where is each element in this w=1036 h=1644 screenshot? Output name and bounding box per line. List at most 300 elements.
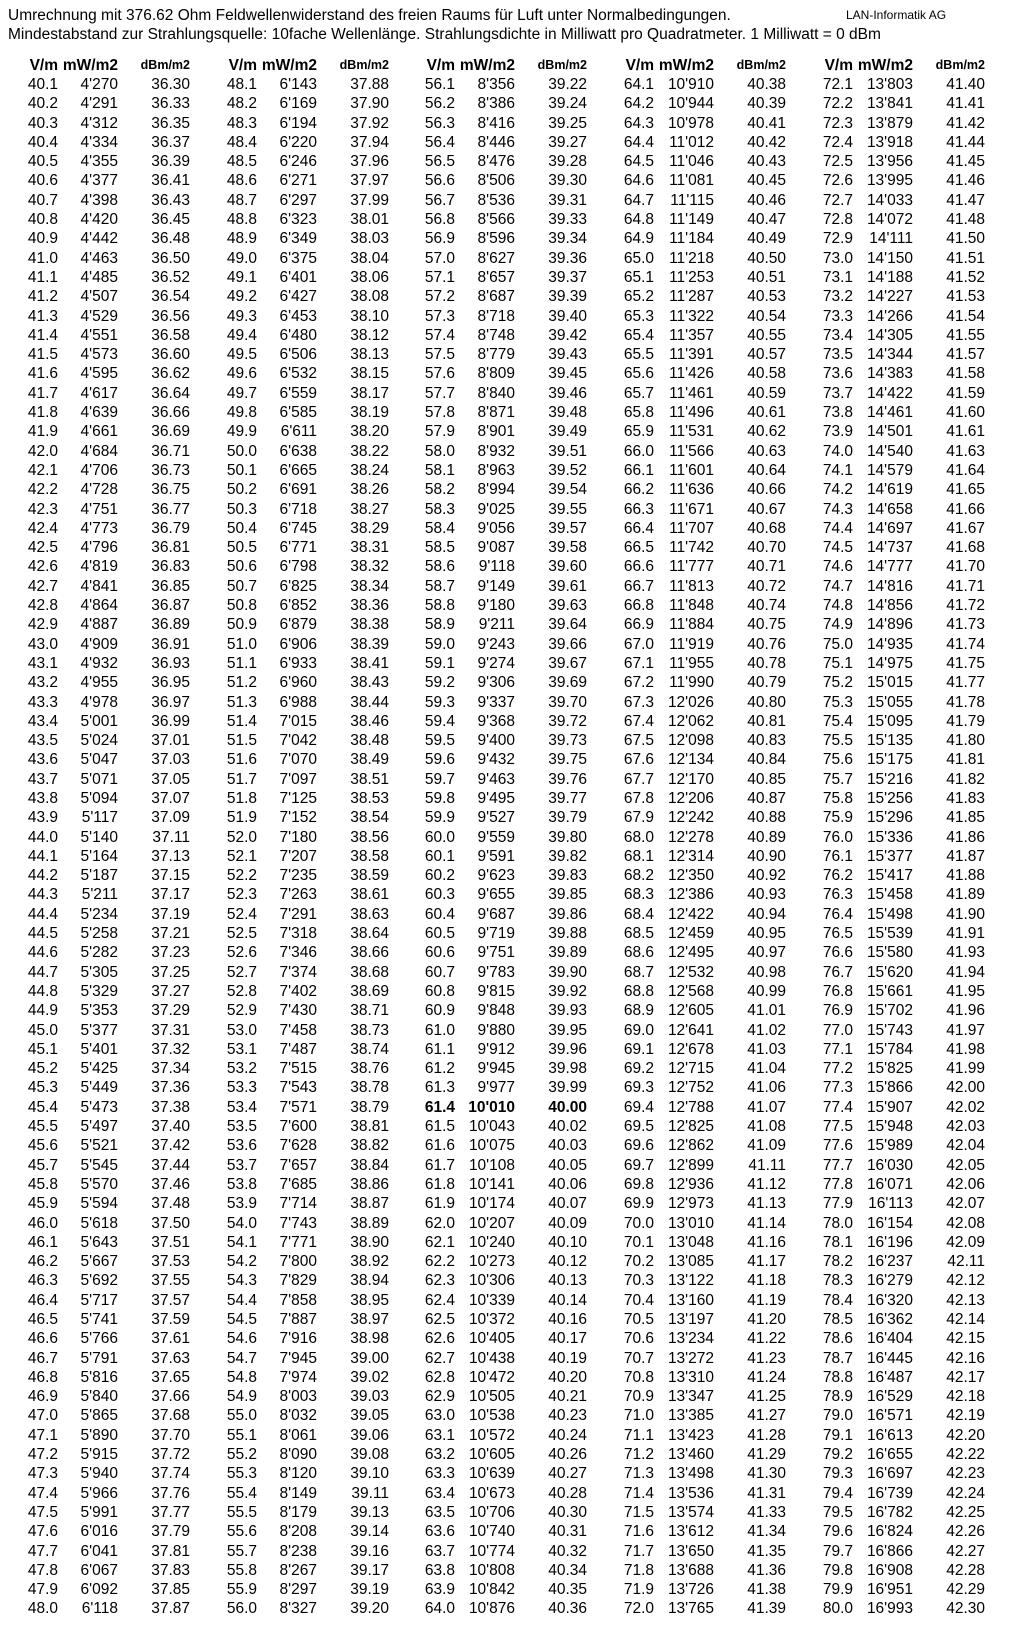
field-strength-cell: 57.3	[424, 307, 455, 325]
power-density-cell: 7'800	[279, 1253, 317, 1271]
power-density-cell: 8'840	[477, 384, 515, 402]
field-strength-cell: 45.5	[27, 1118, 58, 1136]
power-density-cell: 6'297	[279, 191, 317, 209]
power-density-cell: 16'362	[866, 1311, 913, 1328]
dbm-cell: 37.38	[151, 1098, 190, 1116]
dbm-cell: 37.76	[151, 1484, 190, 1502]
power-density-cell: 8'718	[477, 307, 515, 325]
table-row	[397, 885, 597, 904]
field-strength-cell: 43.1	[27, 654, 58, 672]
dbm-cell: 41.95	[946, 982, 985, 1000]
field-strength-cell: 66.8	[623, 597, 654, 615]
power-density-cell: 15'948	[866, 1118, 913, 1136]
dbm-cell: 40.90	[747, 847, 786, 865]
field-strength-cell: 58.6	[424, 558, 455, 576]
power-density-cell: 8'120	[279, 1465, 317, 1483]
field-strength-cell: 71.9	[623, 1581, 654, 1599]
field-strength-cell: 48.9	[226, 230, 257, 248]
power-density-cell: 15'661	[866, 982, 913, 1000]
dbm-cell: 41.72	[946, 597, 985, 615]
field-strength-cell: 59.6	[424, 751, 455, 769]
power-density-cell: 5'377	[80, 1021, 118, 1039]
power-density-cell: 10'842	[468, 1581, 515, 1599]
power-density-cell: 8'090	[279, 1446, 317, 1464]
power-density-cell: 5'094	[80, 789, 118, 807]
table-row	[199, 326, 399, 345]
table-row	[397, 422, 597, 441]
table-row	[596, 982, 796, 1001]
dbm-cell: 40.24	[548, 1426, 587, 1444]
table-row	[795, 905, 995, 924]
table-row	[0, 461, 200, 480]
field-strength-cell: 43.6	[27, 751, 58, 769]
dbm-cell: 39.61	[548, 577, 587, 595]
field-strength-cell: 41.0	[27, 249, 58, 267]
field-strength-cell: 60.0	[424, 828, 455, 846]
power-density-cell: 7'945	[279, 1349, 317, 1367]
field-strength-cell: 46.0	[27, 1214, 58, 1232]
dbm-cell: 40.47	[747, 211, 786, 229]
table-row	[0, 577, 200, 596]
power-density-cell: 7'657	[279, 1156, 317, 1174]
power-density-cell: 11'566	[669, 442, 714, 460]
table-row	[397, 1040, 597, 1059]
power-density-cell: 13'272	[667, 1349, 714, 1367]
table-row	[0, 654, 200, 673]
field-strength-cell: 59.7	[424, 770, 455, 788]
field-strength-cell: 43.7	[27, 770, 58, 788]
field-strength-cell: 62.5	[424, 1311, 455, 1328]
table-row	[0, 1368, 200, 1387]
field-strength-cell: 68.1	[623, 847, 654, 865]
dbm-cell: 40.27	[548, 1465, 587, 1483]
dbm-cell: 37.21	[151, 925, 190, 943]
table-row	[199, 171, 399, 190]
power-density-cell: 10'075	[468, 1137, 515, 1155]
power-density-cell: 7'771	[279, 1233, 317, 1251]
field-strength-cell: 58.9	[424, 616, 455, 634]
dbm-cell: 41.46	[946, 172, 985, 190]
field-strength-cell: 49.8	[226, 404, 257, 422]
table-row	[795, 635, 995, 654]
field-strength-cell: 65.0	[623, 249, 654, 267]
field-strength-cell: 54.6	[226, 1330, 257, 1348]
dbm-cell: 40.34	[548, 1561, 587, 1579]
table-row	[199, 693, 399, 712]
dbm-cell: 41.68	[946, 539, 985, 557]
dbm-cell: 36.79	[151, 519, 190, 537]
power-density-cell: 6'745	[279, 519, 317, 537]
field-strength-cell: 58.7	[424, 577, 455, 595]
power-density-cell: 15'702	[866, 1002, 913, 1020]
field-strength-cell: 68.3	[623, 886, 654, 904]
power-density-cell: 11'012	[669, 133, 714, 151]
dbm-cell: 36.95	[151, 674, 190, 692]
dbm-cell: 36.33	[151, 95, 190, 113]
table-row	[397, 924, 597, 943]
table-row	[596, 1040, 796, 1059]
table-row	[795, 693, 995, 712]
power-density-cell: 16'993	[866, 1600, 913, 1618]
table-row	[0, 75, 200, 94]
field-strength-cell: 79.3	[822, 1465, 853, 1483]
power-density-cell: 6'771	[279, 539, 317, 557]
field-strength-cell: 75.3	[822, 693, 853, 711]
table-row	[596, 1599, 796, 1618]
power-density-cell: 8'032	[279, 1407, 317, 1425]
table-row	[199, 557, 399, 576]
dbm-cell: 40.54	[747, 307, 786, 325]
dbm-cell: 41.02	[747, 1021, 786, 1039]
table-row	[795, 673, 995, 692]
table-row	[596, 1368, 796, 1387]
dbm-cell: 41.67	[946, 519, 985, 537]
field-strength-cell: 45.2	[27, 1060, 58, 1078]
field-strength-cell: 71.8	[623, 1561, 654, 1579]
field-strength-cell: 44.0	[27, 828, 58, 846]
dbm-cell: 41.09	[747, 1137, 786, 1155]
field-strength-cell: 50.9	[226, 616, 257, 634]
power-density-cell: 15'825	[866, 1060, 913, 1078]
dbm-cell: 42.12	[946, 1272, 985, 1290]
power-density-cell: 4'819	[80, 558, 118, 576]
power-density-cell: 11'357	[669, 326, 714, 344]
dbm-cell: 42.11	[947, 1253, 985, 1271]
dbm-cell: 40.19	[548, 1349, 587, 1367]
field-strength-cell: 62.0	[424, 1214, 455, 1232]
table-row	[795, 1503, 995, 1522]
field-strength-cell: 50.4	[226, 519, 257, 537]
field-strength-cell: 42.3	[27, 500, 58, 518]
table-row	[0, 1233, 200, 1252]
field-strength-cell: 77.8	[822, 1175, 853, 1193]
dbm-cell: 38.48	[350, 732, 389, 750]
dbm-cell: 39.90	[548, 963, 587, 981]
field-strength-cell: 49.2	[226, 288, 257, 306]
table-row	[0, 596, 200, 615]
power-density-cell: 7'714	[279, 1195, 317, 1213]
field-strength-cell: 43.8	[27, 789, 58, 807]
dbm-cell: 37.32	[151, 1040, 190, 1058]
dbm-cell: 39.75	[548, 751, 587, 769]
power-density-cell: 7'858	[279, 1291, 317, 1309]
table-row	[795, 1561, 995, 1580]
table-row	[199, 210, 399, 229]
dbm-cell: 38.10	[350, 307, 389, 325]
table-row	[795, 789, 995, 808]
table-row	[0, 635, 200, 654]
field-strength-cell: 52.9	[226, 1002, 257, 1020]
field-strength-cell: 66.4	[623, 519, 654, 537]
power-density-cell: 12'242	[667, 809, 714, 827]
dbm-cell: 40.51	[747, 268, 786, 286]
dbm-cell: 36.75	[151, 481, 190, 499]
table-row	[397, 1078, 597, 1097]
dbm-cell: 40.63	[747, 442, 786, 460]
dbm-cell: 41.85	[946, 809, 985, 827]
field-strength-cell: 55.7	[226, 1542, 257, 1560]
field-strength-cell: 72.9	[822, 230, 853, 248]
field-strength-cell: 44.2	[27, 867, 58, 885]
table-row	[795, 557, 995, 576]
field-strength-cell: 73.1	[822, 268, 853, 286]
field-strength-cell: 51.2	[226, 674, 257, 692]
power-density-cell: 10'472	[468, 1368, 515, 1386]
power-density-cell: 8'149	[279, 1484, 317, 1502]
field-strength-cell: 52.4	[226, 905, 257, 923]
dbm-cell: 36.85	[151, 577, 190, 595]
table-row	[397, 577, 597, 596]
field-strength-cell: 52.1	[226, 847, 257, 865]
dbm-cell: 39.93	[548, 1002, 587, 1020]
field-strength-cell: 69.9	[623, 1195, 654, 1213]
power-density-cell: 12'170	[667, 770, 714, 788]
field-strength-cell: 79.7	[822, 1542, 853, 1560]
dbm-cell: 40.50	[747, 249, 786, 267]
power-density-cell: 10'141	[468, 1175, 515, 1193]
table-row	[397, 808, 597, 827]
field-strength-cell: 72.4	[822, 133, 853, 151]
table-row	[199, 1387, 399, 1406]
table-row	[397, 210, 597, 229]
table-row	[795, 422, 995, 441]
dbm-cell: 40.45	[747, 172, 786, 190]
field-strength-cell: 73.9	[822, 423, 853, 441]
power-density-cell: 8'061	[279, 1426, 317, 1444]
field-strength-cell: 46.3	[27, 1272, 58, 1290]
power-density-cell: 9'306	[477, 674, 515, 692]
field-strength-cell: 76.5	[822, 925, 853, 943]
power-density-cell: 16'613	[866, 1426, 913, 1444]
table-row	[795, 1484, 995, 1503]
table-row	[0, 905, 200, 924]
power-density-cell: 6'798	[279, 558, 317, 576]
dbm-cell: 41.31	[747, 1484, 786, 1502]
power-density-cell: 11'884	[669, 616, 714, 634]
table-row	[199, 1291, 399, 1310]
dbm-cell: 37.65	[151, 1368, 190, 1386]
table-row	[596, 249, 796, 268]
table-row	[199, 461, 399, 480]
dbm-cell: 40.05	[548, 1156, 587, 1174]
power-density-cell: 15'216	[866, 770, 913, 788]
field-strength-cell: 42.8	[27, 597, 58, 615]
dbm-cell: 38.61	[350, 886, 389, 904]
dbm-cell: 41.44	[946, 133, 985, 151]
dbm-cell: 41.97	[946, 1021, 985, 1039]
table-row	[795, 1233, 995, 1252]
field-strength-cell: 51.4	[226, 712, 257, 730]
table-row	[397, 1021, 597, 1040]
table-row	[397, 268, 597, 287]
power-density-cell: 8'566	[477, 211, 515, 229]
field-strength-cell: 63.3	[424, 1465, 455, 1483]
field-strength-cell: 76.8	[822, 982, 853, 1000]
field-strength-cell: 70.1	[623, 1233, 654, 1251]
dbm-cell: 39.82	[548, 847, 587, 865]
table-row	[795, 1136, 995, 1155]
dbm-cell: 41.74	[946, 635, 985, 653]
power-density-cell: 15'907	[866, 1098, 913, 1116]
field-strength-cell: 55.8	[226, 1561, 257, 1579]
power-density-cell: 16'320	[866, 1291, 913, 1309]
power-density-cell: 5'840	[80, 1388, 118, 1406]
dbm-cell: 39.88	[548, 925, 587, 943]
table-row	[199, 307, 399, 326]
field-strength-cell: 48.0	[27, 1600, 58, 1618]
field-strength-cell: 55.5	[226, 1503, 257, 1521]
power-density-cell: 5'966	[80, 1484, 118, 1502]
field-strength-cell: 64.0	[424, 1600, 455, 1618]
field-strength-cell: 63.9	[424, 1581, 455, 1599]
power-density-cell: 16'404	[866, 1330, 913, 1348]
dbm-cell: 41.11	[748, 1156, 786, 1174]
table-row	[0, 1310, 200, 1329]
dbm-cell: 41.01	[747, 1002, 786, 1020]
field-strength-cell: 60.4	[424, 905, 455, 923]
table-row	[596, 1464, 796, 1483]
power-density-cell: 5'791	[80, 1349, 118, 1367]
field-strength-cell: 46.1	[27, 1233, 58, 1251]
table-row	[199, 422, 399, 441]
power-density-cell: 5'643	[80, 1233, 118, 1251]
dbm-cell: 39.00	[350, 1349, 389, 1367]
dbm-cell: 39.72	[548, 712, 587, 730]
power-density-cell: 6'401	[279, 268, 317, 286]
power-density-cell: 6'559	[279, 384, 317, 402]
table-row	[199, 1040, 399, 1059]
power-density-cell: 4'751	[80, 500, 118, 518]
field-strength-cell: 47.5	[27, 1503, 58, 1521]
power-density-cell: 8'871	[477, 404, 515, 422]
table-row	[0, 943, 200, 962]
dbm-cell: 38.69	[350, 982, 389, 1000]
dbm-cell: 38.71	[350, 1002, 389, 1020]
field-strength-cell: 74.4	[822, 519, 853, 537]
power-density-cell: 4'551	[80, 326, 118, 344]
power-density-cell: 4'887	[80, 616, 118, 634]
table-row	[596, 1445, 796, 1464]
power-density-cell: 4'955	[80, 674, 118, 692]
dbm-cell: 38.86	[350, 1175, 389, 1193]
power-density-cell: 14'579	[866, 461, 913, 479]
power-density-cell: 9'945	[477, 1060, 515, 1078]
power-density-cell: 5'991	[80, 1503, 118, 1521]
dbm-cell: 37.99	[350, 191, 389, 209]
field-strength-cell: 71.0	[623, 1407, 654, 1425]
field-strength-cell: 66.9	[623, 616, 654, 634]
power-density-cell: 7'543	[279, 1079, 317, 1097]
table-row	[0, 403, 200, 422]
dbm-cell: 40.72	[747, 577, 786, 595]
dbm-cell: 37.59	[151, 1311, 190, 1328]
dbm-cell: 37.90	[350, 95, 389, 113]
table-row	[596, 1194, 796, 1213]
power-density-cell: 15'417	[866, 867, 913, 885]
table-row	[199, 1445, 399, 1464]
table-row	[0, 1001, 200, 1020]
table-row	[596, 538, 796, 557]
field-strength-cell: 74.8	[822, 597, 853, 615]
power-density-cell: 8'356	[477, 76, 515, 93]
field-strength-cell: 78.3	[822, 1272, 853, 1290]
field-strength-cell: 44.5	[27, 925, 58, 943]
dbm-cell: 39.58	[548, 539, 587, 557]
power-density-cell: 8'994	[477, 481, 515, 499]
field-strength-cell: 61.0	[424, 1021, 455, 1039]
table-row	[596, 519, 796, 538]
dbm-cell: 36.91	[151, 635, 190, 653]
table-row	[795, 210, 995, 229]
power-density-cell: 4'595	[80, 365, 118, 383]
field-strength-cell: 61.1	[424, 1040, 455, 1058]
field-strength-cell: 78.0	[822, 1214, 853, 1232]
dbm-cell: 41.22	[747, 1330, 786, 1348]
power-density-cell: 11'777	[669, 558, 714, 576]
field-strength-cell: 68.5	[623, 925, 654, 943]
dbm-cell: 37.79	[151, 1523, 190, 1541]
table-row	[0, 750, 200, 769]
table-row	[0, 557, 200, 576]
column-header-row	[397, 56, 597, 75]
field-strength-cell: 53.8	[226, 1175, 257, 1193]
table-row	[199, 1580, 399, 1599]
dbm-cell: 36.81	[151, 539, 190, 557]
table-row	[596, 1387, 796, 1406]
dbm-cell: 39.31	[548, 191, 587, 209]
table-row	[795, 442, 995, 461]
power-density-cell: 10'306	[468, 1272, 515, 1290]
field-strength-cell: 51.0	[226, 635, 257, 653]
table-row	[596, 673, 796, 692]
dbm-cell: 41.81	[946, 751, 985, 769]
table-row	[596, 866, 796, 885]
dbm-cell: 39.77	[548, 789, 587, 807]
dbm-cell: 37.57	[151, 1291, 190, 1309]
field-strength-cell: 60.7	[424, 963, 455, 981]
dbm-cell: 39.70	[548, 693, 587, 711]
field-strength-cell: 72.2	[822, 95, 853, 113]
dbm-cell: 42.14	[946, 1311, 985, 1328]
field-strength-cell: 68.7	[623, 963, 654, 981]
power-density-cell: 10'673	[468, 1484, 515, 1502]
dbm-cell: 40.13	[548, 1272, 587, 1290]
dbm-cell: 36.60	[151, 346, 190, 364]
dbm-cell: 38.87	[350, 1195, 389, 1213]
table-row	[0, 1136, 200, 1155]
power-density-cell: 6'585	[279, 404, 317, 422]
table-row	[199, 1426, 399, 1445]
dbm-cell: 41.93	[946, 944, 985, 962]
dbm-cell: 38.79	[350, 1098, 389, 1116]
table-row	[596, 1233, 796, 1252]
table-row	[397, 557, 597, 576]
power-density-cell: 9'243	[477, 635, 515, 653]
power-density-cell: 11'391	[669, 346, 714, 364]
power-density-cell: 9'087	[477, 539, 515, 557]
power-density-cell: 16'030	[866, 1156, 913, 1174]
field-strength-cell: 65.6	[623, 365, 654, 383]
field-strength-cell: 49.9	[226, 423, 257, 441]
table-row	[397, 1503, 597, 1522]
dbm-cell: 37.68	[151, 1407, 190, 1425]
dbm-cell: 40.75	[747, 616, 786, 634]
table-row	[596, 828, 796, 847]
power-density-cell: 7'571	[279, 1098, 317, 1116]
field-strength-cell: 48.3	[226, 114, 257, 132]
field-strength-cell: 41.7	[27, 384, 58, 402]
field-strength-cell: 53.7	[226, 1156, 257, 1174]
